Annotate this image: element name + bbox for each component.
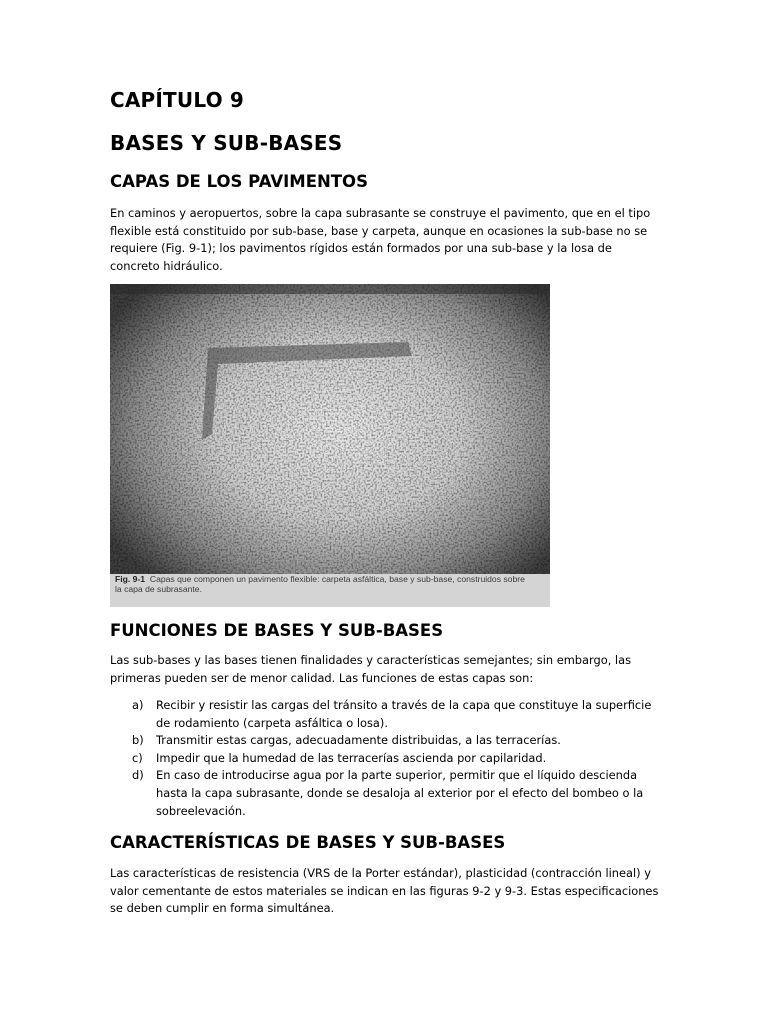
list-item xyxy=(110,732,670,750)
figure-label: Fig. 9-1 xyxy=(115,574,146,584)
list-marker: b) xyxy=(132,733,144,748)
document-title: BASES Y SUB-BASES xyxy=(110,131,343,155)
paragraph-caracteristicas xyxy=(110,865,659,918)
list-item xyxy=(110,767,670,820)
paragraph-line: concreto hidráulico. xyxy=(110,258,223,273)
list-item-line: de rodamiento (carpeta asfáltica o losa). xyxy=(156,715,388,730)
figure-9-1-photo xyxy=(110,284,550,607)
paragraph-line: se deben cumplir en forma simultánea. xyxy=(110,901,335,916)
list-item-line: hasta la capa subrasante, donde se desaloja al exterior por el efecto del bombeo o la xyxy=(156,785,644,800)
list-item-line: Transmitir estas cargas, adecuadamente distribuidas, a las terracerías. xyxy=(156,733,561,748)
list-item-line: sobreelevación. xyxy=(156,803,246,818)
paragraph-line: requiere (Fig. 9-1); los pavimentos rígidos están formados por una sub-base y la losa de xyxy=(110,241,612,256)
section-heading-capas: CAPAS DE LOS PAVIMENTOS xyxy=(110,172,368,191)
section-heading-funciones: FUNCIONES DE BASES Y SUB-BASES xyxy=(110,621,444,640)
paragraph-line: En caminos y aeropuertos, sobre la capa subrasante se construye el pavimento, que en el tipo xyxy=(110,206,651,220)
paragraph-line: Las características de resistencia (VRS de la Porter estándar), plasticidad (contracción lineal) y xyxy=(110,866,651,880)
list-item-line: En caso de introducirse agua por la parte superior, permitir que el líquido descienda xyxy=(156,768,638,783)
paragraph-funciones xyxy=(110,652,655,687)
list-marker: a) xyxy=(132,698,144,712)
figure-caption-line-2: la capa de subrasante. xyxy=(115,584,202,594)
list-item xyxy=(110,697,670,732)
list-item xyxy=(110,750,670,768)
list-item-line: Recibir y resistir las cargas del tránsito a través de la capa que constituye la superficie xyxy=(156,698,652,712)
paragraph-line: primeras pueden ser de menor calidad. Las funciones de estas capas son: xyxy=(110,670,534,685)
figure-caption-line-1: Capas que componen un pavimento flexible: carpeta asfáltica, base y sub-base, construidos sobre xyxy=(149,574,525,584)
section-heading-caracteristicas: CARACTERÍSTICAS DE BASES Y SUB-BASES xyxy=(110,833,506,852)
chapter-heading: CAPÍTULO 9 xyxy=(110,88,245,112)
pavement-photo-image xyxy=(110,284,550,607)
list-marker: c) xyxy=(132,750,143,765)
paragraph-line: valor cementante de estos materiales se indican en las figuras 9-2 y 9-3. Estas especificaciones xyxy=(110,883,659,898)
list-item-line: Impedir que la humedad de las terracerías ascienda por capilaridad. xyxy=(156,750,547,765)
paragraph-capas xyxy=(110,205,655,275)
paragraph-line: Las sub-bases y las bases tienen finalidades y características semejantes; sin embargo, las xyxy=(110,653,632,667)
list-marker: d) xyxy=(132,768,144,783)
paragraph-line: flexible está constituido por sub-base, base y carpeta, aunque en ocasiones la sub-base no se xyxy=(110,223,648,238)
figure-caption xyxy=(115,574,545,594)
functions-list xyxy=(110,697,670,820)
